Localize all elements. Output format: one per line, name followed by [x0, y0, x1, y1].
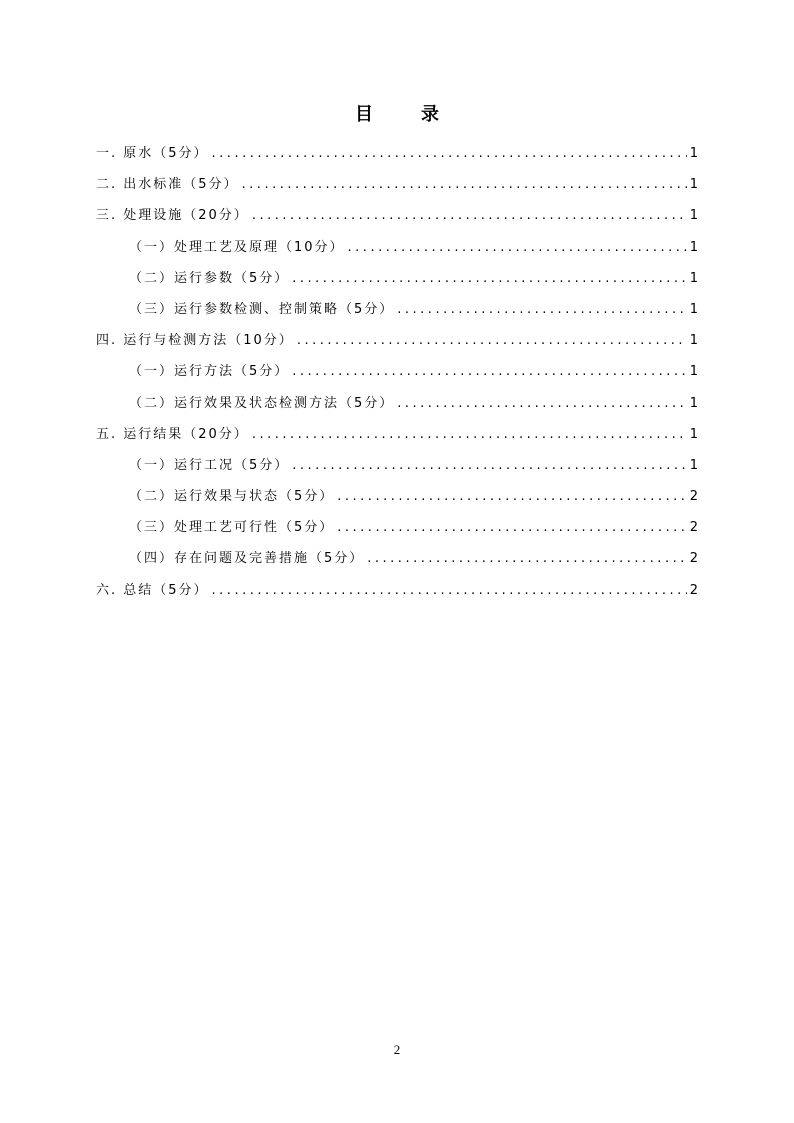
- toc-entry[interactable]: [96, 392, 698, 423]
- toc-entry[interactable]: [96, 236, 698, 267]
- toc-entry-page-number: 1: [689, 426, 698, 442]
- toc-dot-leader: [297, 329, 687, 353]
- toc-entry-page-number: 2: [689, 551, 698, 567]
- toc-dot-leader: [242, 173, 687, 197]
- toc-entry-text: （二）运行参数（5分）: [129, 270, 290, 286]
- toc-entry[interactable]: [96, 579, 698, 610]
- toc-entry[interactable]: [96, 267, 698, 298]
- toc-entry-text: （一）运行方法（5分）: [129, 364, 290, 380]
- toc-entry-text: 三. 处理设施（20分）: [96, 208, 249, 224]
- toc-entry-page-number: 1: [689, 395, 698, 411]
- toc-dot-leader: [367, 547, 686, 571]
- toc-list: [96, 142, 698, 610]
- toc-entry[interactable]: [96, 516, 698, 547]
- toc-entry-text: （一）运行工况（5分）: [129, 457, 290, 473]
- toc-entry-text: 五. 运行结果（20分）: [96, 426, 249, 442]
- toc-entry-text: 一. 原水（5分）: [96, 146, 209, 161]
- toc-entry[interactable]: [96, 329, 698, 360]
- toc-entry[interactable]: [96, 142, 698, 173]
- page-number: 2: [393, 1042, 401, 1057]
- toc-entry-page-number: 1: [689, 364, 698, 380]
- toc-dot-leader: [337, 516, 686, 540]
- toc-entry[interactable]: [96, 173, 698, 204]
- toc-entry-text: （三）运行参数检测、控制策略（5分）: [129, 301, 395, 317]
- toc-entry-text: 四. 运行与检测方法（10分）: [96, 333, 294, 349]
- toc-dot-leader: [397, 298, 686, 322]
- toc-entry-text: 六. 总结（5分）: [96, 582, 209, 598]
- toc-dot-leader: [292, 267, 686, 291]
- toc-entry-page-number: 1: [689, 239, 698, 255]
- toc-entry[interactable]: [96, 547, 698, 578]
- toc-dot-leader: [212, 142, 687, 166]
- toc-title: 目录: [355, 104, 487, 125]
- toc-entry-page-number: 1: [689, 270, 698, 286]
- toc-entry-page-number: 1: [689, 177, 698, 193]
- toc-entry[interactable]: [96, 454, 698, 485]
- toc-entry-page-number: 1: [689, 146, 698, 161]
- toc-entry-page-number: 1: [689, 208, 698, 224]
- toc-dot-leader: [292, 360, 686, 384]
- toc-entry[interactable]: [96, 360, 698, 391]
- toc-entry-page-number: 1: [689, 333, 698, 349]
- toc-entry-text: 二. 出水标准（5分）: [96, 177, 239, 193]
- toc-entry-page-number: 2: [689, 520, 698, 536]
- toc-entry[interactable]: [96, 298, 698, 329]
- toc-entry[interactable]: [96, 423, 698, 454]
- toc-entry-page-number: 2: [689, 489, 698, 505]
- toc-dot-leader: [252, 204, 687, 228]
- toc-entry-text: （四）存在问题及完善措施（5分）: [129, 551, 365, 567]
- toc-entry[interactable]: [96, 485, 698, 516]
- toc-dot-leader: [348, 236, 687, 260]
- toc-dot-leader: [252, 423, 687, 447]
- toc-entry-text: （一）处理工艺及原理（10分）: [129, 239, 345, 255]
- toc-entry-page-number: 2: [689, 582, 698, 598]
- toc-dot-leader: [292, 454, 686, 478]
- toc-dot-leader: [212, 579, 687, 603]
- toc-entry-page-number: 1: [689, 457, 698, 473]
- toc-dot-leader: [397, 392, 686, 416]
- toc-entry-text: （二）运行效果与状态（5分）: [129, 489, 335, 505]
- toc-entry-text: （二）运行效果及状态检测方法（5分）: [129, 395, 395, 411]
- toc-entry[interactable]: [96, 204, 698, 235]
- toc-entry-text: （三）处理工艺可行性（5分）: [129, 520, 335, 536]
- toc-dot-leader: [337, 485, 686, 509]
- toc-entry-page-number: 1: [689, 301, 698, 317]
